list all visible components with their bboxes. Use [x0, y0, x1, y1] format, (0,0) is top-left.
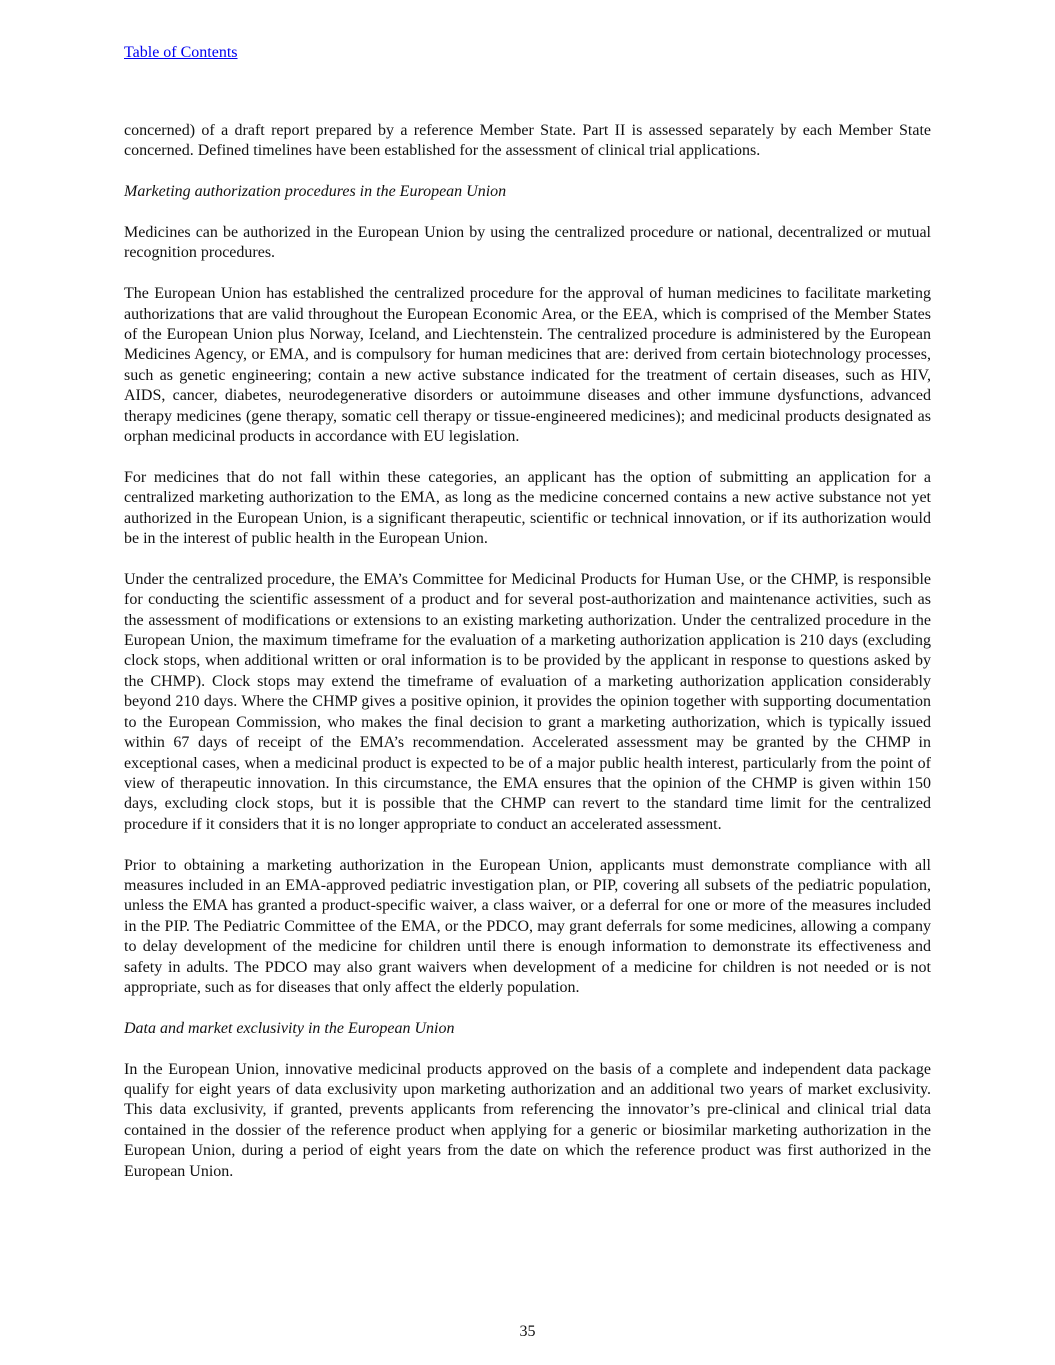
document-body [124, 121, 931, 1202]
paragraph: Under the centralized procedure, the EMA’s Committee for Medicinal Products for Human Use, or the CHMP, is responsible for conducting the scientific assessment of a product and for several post-authorization and maintenance activities, such as the assessment of modifications or extensions to an existing marketing authorization. Under the centralized procedure in the European Union, the maximum timeframe for the evaluation of a marketing authorization application is 210 days (excluding clock stops, when additional written or oral information is to be provided by the applicant in response to questions asked by the CHMP). Clock stops may extend the timeframe of evaluation of a marketing authorization application considerably beyond 210 days. Where the CHMP gives a positive opinion, it provides the opinion together with supporting documentation to the European Commission, who makes the final decision to grant a marketing authorization, which is typically issued within 67 days of receipt of the EMA’s recommendation. Accelerated assessment may be granted by the CHMP in exceptional cases, when a medicinal product is expected to be of a major public health interest, particularly from the point of view of therapeutic innovation. In this circumstance, the EMA ensures that the opinion of the CHMP is given within 150 days, excluding clock stops, but it is possible that the CHMP can revert to the standard time limit for the centralized procedure if it considers that it is no longer appropriate to conduct an accelerated assessment. [124, 570, 931, 833]
page-number: 35 [519, 1323, 536, 1340]
table-of-contents-link[interactable]: Table of Contents [124, 44, 238, 61]
paragraph: concerned) of a draft report prepared by a reference Member State. Part II is assessed separately by each Member State concerned. Defined timelines have been established for the assessment of clinical trial applications. [124, 122, 931, 160]
section-heading: Data and market exclusivity in the European Union [124, 1019, 455, 1037]
paragraph: Prior to obtaining a marketing authorization in the European Union, applicants must demonstrate compliance with all measures included in an EMA-approved pediatric investigation plan, or PIP, covering all subsets of the pediatric population, unless the EMA has granted a product-specific waiver, a class waiver, or a deferral for one or more of the measures included in the PIP. The Pediatric Committee of the EMA, or the PDCO, may grant deferrals for some medicines, allowing a company to delay development of the medicine for children until there is enough information to demonstrate its effectiveness and safety in adults. The PDCO may also grant waivers when development of a medicine for children is not needed or is not appropriate, such as for diseases that only affect the elderly population. [124, 856, 931, 996]
paragraph: Medicines can be authorized in the European Union by using the centralized procedure or national, decentralized or mutual recognition procedures. [124, 224, 931, 262]
paragraph: The European Union has established the centralized procedure for the approval of human medicines to facilitate marketing authorizations that are valid throughout the European Economic Area, or the EEA, which is comprised of the Member States of the European Union plus Norway, Iceland, and Liechtenstein. The centralized procedure is administered by the European Medicines Agency, or EMA, and is compulsory for human medicines that are: derived from certain biotechnology processes, such as genetic engineering; contain a new active substance indicated for the treatment of certain diseases, such as HIV, AIDS, cancer, diabetes, neurodegenerative disorders or autoimmune diseases and other immune dysfunctions, advanced therapy medicines (gene therapy, somatic cell therapy or tissue-engineered medicines); and medicinal products designated as orphan medicinal products in accordance with EU legislation. [124, 285, 931, 446]
section-heading: Marketing authorization procedures in the European Union [124, 183, 507, 201]
paragraph: In the European Union, innovative medicinal products approved on the basis of a complete and independent data package qualify for eight years of data exclusivity upon marketing authorization and an additional two years of market exclusivity. This data exclusivity, if granted, prevents applicants from referencing the innovator’s pre-clinical and clinical trial data contained in the dossier of the reference product when applying for a generic or biosimilar marketing authorization in the European Union, during a period of eight years from the date on which the reference product was first authorized in the European Union. [124, 1060, 931, 1180]
paragraph: For medicines that do not fall within these categories, an applicant has the option of submitting an application for a centralized marketing authorization to the EMA, as long as the medicine concerned contains a new active substance not yet authorized in the European Union, is a significant therapeutic, scientific or technical innovation, or if its authorization would be in the interest of public health in the European Union. [124, 468, 931, 548]
